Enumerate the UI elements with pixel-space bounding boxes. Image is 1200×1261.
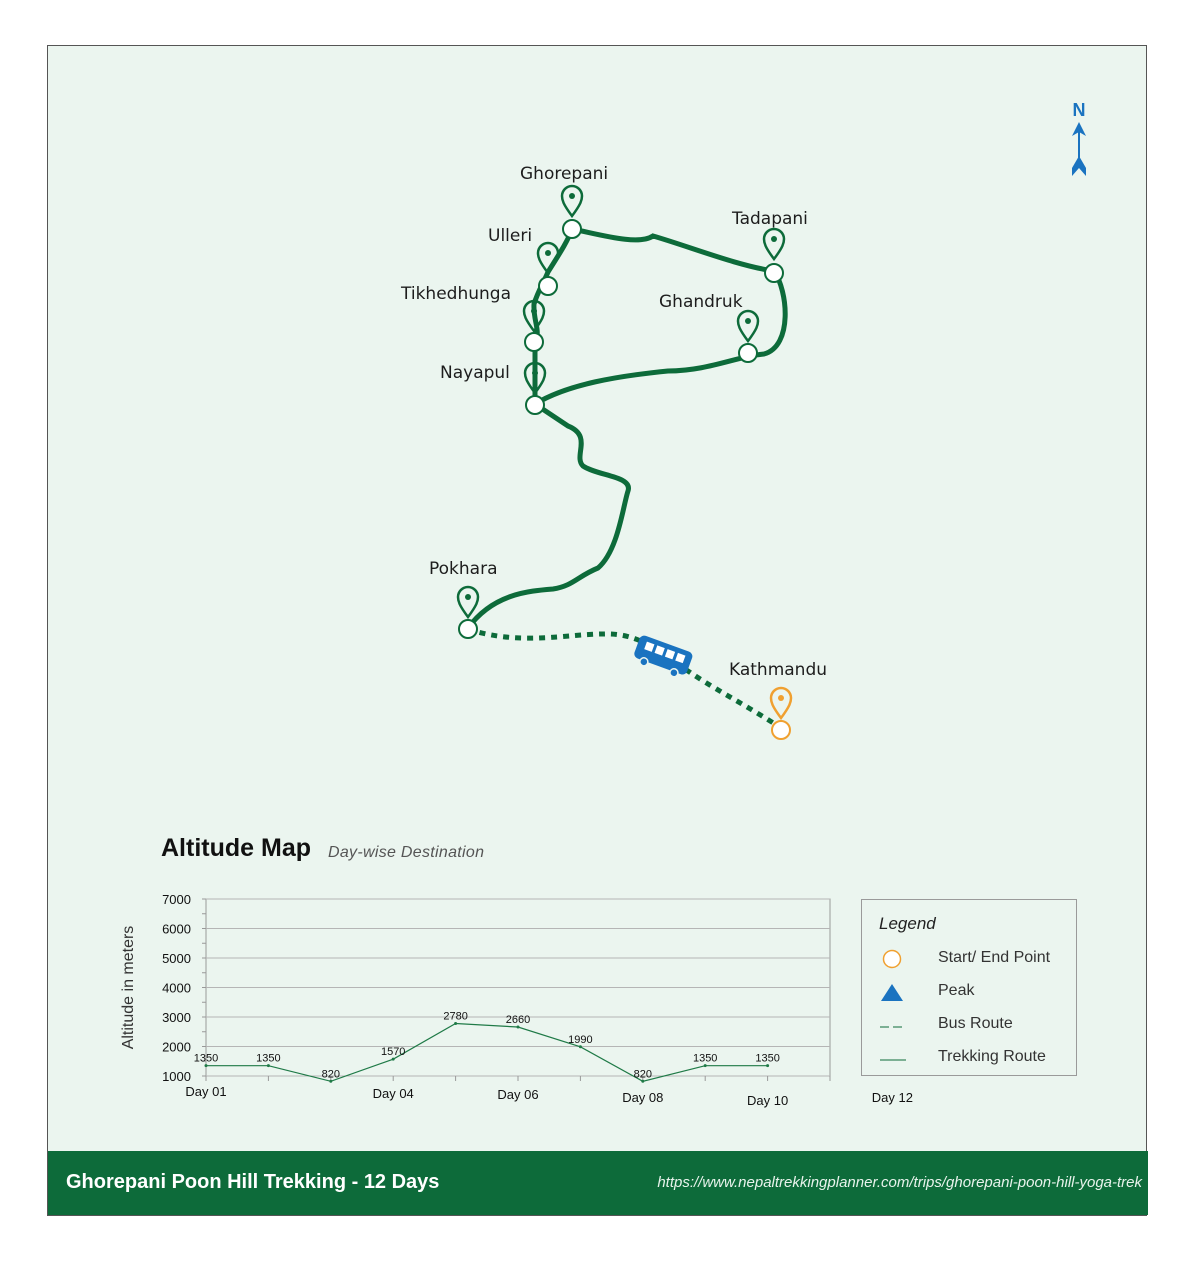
stop-label: Kathmandu — [729, 660, 828, 680]
x-tick-label: Day 04 — [372, 1086, 414, 1101]
location-pin-icon — [458, 587, 478, 617]
stop-label: Tikhedhunga — [401, 284, 511, 304]
legend-item-bus-route — [862, 1012, 1076, 1036]
peak-icon — [881, 984, 903, 1001]
x-tick-label: Day 01 — [185, 1084, 227, 1099]
y-tick-label: 4000 — [162, 980, 191, 996]
data-label: 2780 — [443, 1010, 468, 1023]
stop-label: Nayapul — [440, 363, 510, 383]
stop-nayapul[interactable] — [440, 363, 545, 414]
stop-label: Ghandruk — [659, 292, 743, 312]
data-label: 1570 — [380, 1046, 406, 1059]
data-label: 1990 — [568, 1033, 593, 1046]
location-pin-icon — [771, 688, 791, 718]
stop-label: Ghorepani — [520, 164, 609, 184]
stop-tikhedhunga[interactable] — [400, 284, 544, 351]
compass-label: N — [1072, 100, 1086, 120]
data-label: 1350 — [692, 1052, 718, 1065]
x-tick-label: Day 06 — [497, 1087, 539, 1102]
footer-title: Ghorepani Poon Hill Trekking - 12 Days — [66, 1171, 440, 1193]
stop-pokhara[interactable] — [429, 559, 498, 638]
legend-label: Start/ End Point — [938, 949, 1051, 966]
legend-box — [861, 899, 1077, 1076]
y-tick-label: 6000 — [162, 921, 191, 937]
trekking-route-line — [468, 229, 785, 628]
route-map — [48, 46, 1148, 826]
data-label: 1350 — [193, 1052, 219, 1065]
start-end-icon — [884, 951, 901, 968]
y-axis-label: Altitude in meters — [120, 925, 137, 1050]
stop-kathmandu[interactable] — [729, 660, 827, 739]
data-label: 2660 — [505, 1014, 531, 1027]
y-tick-label: 3000 — [162, 1010, 191, 1025]
legend-title: Legend — [879, 914, 936, 933]
legend-label: Trekking Route — [938, 1048, 1046, 1065]
legend-label: Peak — [938, 982, 975, 999]
legend-item-start-end — [862, 946, 1076, 970]
north-arrow-icon — [1072, 100, 1086, 176]
stop-label: Tadapani — [732, 209, 808, 229]
stop-tadapani[interactable] — [731, 209, 808, 282]
stop-ghorepani[interactable] — [520, 164, 608, 238]
location-pin-icon — [738, 311, 758, 341]
x-tick-label: Day 10 — [746, 1093, 789, 1108]
footer-bar — [48, 1151, 1148, 1215]
y-tick-label: 5000 — [162, 951, 191, 966]
legend-label: Bus Route — [938, 1015, 1013, 1032]
legend-item-peak — [862, 979, 1076, 1003]
footer-url-link[interactable]: https://www.nepaltrekkingplanner.com/trips/ghorepani-poon-hill-yoga-trek — [657, 1174, 1142, 1191]
x-tick-label: Day 12 — [871, 1090, 914, 1105]
y-tick-label: 1000 — [162, 1069, 191, 1084]
trekking-altitude-line — [206, 1023, 768, 1081]
location-pin-icon — [764, 229, 784, 259]
altitude-title: Altitude Map — [161, 834, 311, 862]
bus-icon — [631, 634, 694, 680]
stop-ghandruk[interactable] — [659, 292, 758, 362]
x-tick-label: Day 08 — [622, 1090, 664, 1105]
stop-label: Pokhara — [429, 559, 498, 579]
data-label: 820 — [321, 1068, 340, 1081]
data-label: 820 — [633, 1068, 652, 1081]
data-label: 1350 — [755, 1052, 780, 1065]
y-tick-label: 2000 — [162, 1039, 191, 1055]
data-label: 1350 — [256, 1052, 281, 1065]
y-tick-label: 7000 — [162, 892, 191, 907]
stop-label: Ulleri — [488, 226, 533, 246]
legend-item-trekking-route — [862, 1045, 1076, 1069]
altitude-subtitle: Day-wise Destination — [328, 844, 485, 861]
trek-map-card — [47, 45, 1147, 1216]
